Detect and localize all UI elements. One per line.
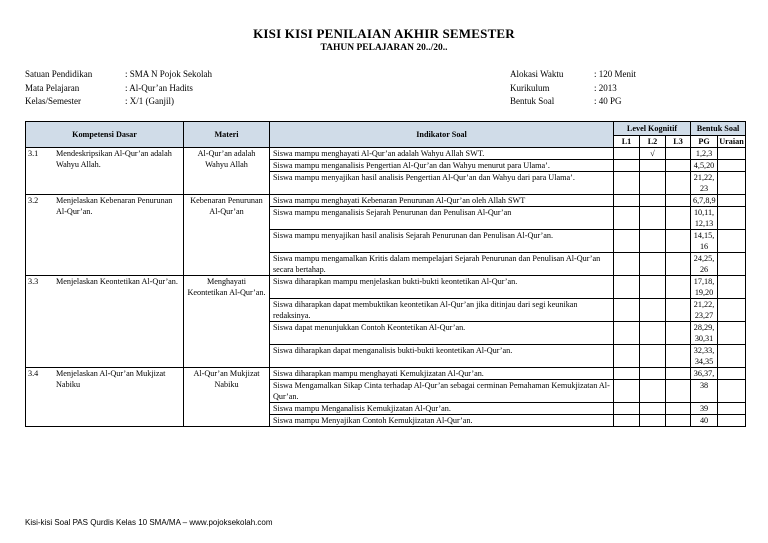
level-l3-cell [666,160,691,172]
level-l3-cell [666,276,691,299]
uraian-cell [718,160,746,172]
indikator-cell: Siswa diharapkan dapat menganalisis bukti-bukti keontetikan Al-Qur’an. [270,345,614,368]
level-l1-cell [614,368,640,380]
indikator-cell: Siswa diharapkan mampu menjelaskan bukti-bukti keontetikan Al-Qur’an. [270,276,614,299]
page-subtitle: TAHUN PELAJARAN 20../20.. [320,43,448,53]
kd-text: Menjelaskan Kebenaran Penurunan Al-Qur’an. [56,196,173,216]
level-l2-cell: √ [640,148,666,160]
level-l3-cell [666,195,691,207]
level-l3-cell [666,299,691,322]
indikator-cell: Siswa mampu mengamalkan Kritis dalam mempelajari Sejarah Penurunan dan Penulisan Al-Qur’an secara bertahap. [270,253,614,276]
header-materi: Materi [184,122,270,148]
materi-cell: Menghayati Keontetikan Al-Qur’an. [184,276,270,368]
meta-value: : X/1 (Ganjil) [125,96,174,106]
pg-cell: 32,33, 34,35 [691,345,718,368]
meta-row [25,95,212,109]
level-l2-cell [640,403,666,415]
header-indikator-soal: Indikator Soal [270,122,614,148]
header-l2: L2 [640,136,666,148]
level-l3-cell [666,207,691,230]
meta-row [510,68,636,82]
indikator-cell: Siswa mampu menghayati Al-Qur’an adalah Wahyu Allah SWT. [270,148,614,160]
level-l3-cell [666,230,691,253]
level-l3-cell [666,322,691,345]
pg-cell: 1,2,3 [691,148,718,160]
header-uraian: Uraian [719,137,744,146]
uraian-cell [718,230,746,253]
kd-text: Menjelaskan Keontetikan Al-Qur’an. [56,277,178,286]
pg-cell: 21,22, 23,27 [691,299,718,322]
meta-left [25,68,212,109]
level-l2-cell [640,253,666,276]
meta-key: Satuan Pendidikan [25,69,93,79]
level-l3-cell [666,380,691,403]
indikator-cell: Siswa diharapkan mampu menghayati Kemukjizatan Al-Qur’an. [270,368,614,380]
level-l1-cell [614,195,640,207]
level-l3-cell [666,148,691,160]
level-l2-cell [640,368,666,380]
table-row [26,148,746,160]
level-l3-cell [666,403,691,415]
indikator-cell: Siswa mampu menghayati Kebenaran Penurunan Al-Qur’an oleh Allah SWT [270,195,614,207]
level-l1-cell [614,253,640,276]
uraian-cell [718,299,746,322]
pg-cell: 40 [691,415,718,427]
kisi-table [25,121,746,427]
level-l1-cell [614,172,640,195]
level-l1-cell [614,322,640,345]
header-level-kognitif: Level Kognitif [614,122,691,136]
level-l3-cell [666,345,691,368]
meta-row [510,95,636,109]
meta-key: Bentuk Soal [510,96,555,106]
meta-row [510,82,636,96]
level-l1-cell [614,345,640,368]
level-l2-cell [640,380,666,403]
meta-row [25,82,212,96]
level-l2-cell [640,276,666,299]
uraian-cell [718,172,746,195]
meta-key: Alokasi Waktu [510,69,564,79]
kompetensi-dasar-cell [26,148,184,195]
page-title: KISI KISI PENILAIAN AKHIR SEMESTER [253,26,515,41]
level-l2-cell [640,230,666,253]
indikator-cell: Siswa diharapkan dapat membuktikan keontetikan Al-Qur’an jika ditinjau dari segi keunikan redaksinya. [270,299,614,322]
pg-cell: 24,25, 26 [691,253,718,276]
level-l1-cell [614,299,640,322]
kd-number: 3.1 [28,149,39,158]
level-l1-cell [614,148,640,160]
meta-key: Kelas/Semester [25,96,81,106]
uraian-cell [718,276,746,299]
uraian-cell [718,253,746,276]
meta-row [25,68,212,82]
level-l2-cell [640,207,666,230]
level-l3-cell [666,415,691,427]
uraian-cell [718,322,746,345]
level-l2-cell [640,299,666,322]
kompetensi-dasar-cell [26,368,184,427]
level-l2-cell [640,345,666,368]
table-body [26,148,746,427]
kd-number: 3.2 [28,196,39,205]
meta-value: : 120 Menit [594,69,636,79]
level-l3-cell [666,172,691,195]
header-l1: L1 [614,136,640,148]
kompetensi-dasar-cell [26,195,184,276]
table-row [26,276,746,299]
uraian-cell [718,195,746,207]
indikator-cell: Siswa mampu menyajikan hasil analisis Pengertian Al-Qur’an dan Wahyu dari para Ulama’. [270,172,614,195]
header-bentuk-soal: Bentuk Soal [691,122,746,136]
header-pg: PG [691,136,718,148]
kd-text: Menjelaskan Al-Qur’an Mukjizat Nabiku [56,369,166,389]
meta-key: Kurikulum [510,82,550,93]
indikator-cell: Siswa Mengamalkan Sikap Cinta terhadap Al-Qur’an sebagai cerminan Pemahaman Kemukjizatan Al-Qur’an. [270,380,614,403]
level-l2-cell [640,172,666,195]
pg-cell: 21,22, 23 [691,172,718,195]
indikator-cell: Siswa mampu menyajikan hasil analisis Sejarah Penurunan dan Penulisan Al-Qur’an. [270,230,614,253]
meta-value: : SMA N Pojok Sekolah [125,69,213,79]
level-l2-cell [640,160,666,172]
kd-number: 3.4 [28,369,39,378]
indikator-cell: Siswa mampu menganalisis Sejarah Penurunan dan Penulisan Al-Qur’an [270,207,614,230]
level-l2-cell [640,415,666,427]
meta-value: : Al-Qur’an Hadits [125,82,193,93]
uraian-cell [718,380,746,403]
pg-cell: 36,37, [691,368,718,380]
indikator-cell: Siswa mampu Menyajikan Contoh Kemukjizatan Al-Qur’an. [270,415,614,427]
table-row [26,195,746,207]
pg-cell: 4,5,20 [691,160,718,172]
meta-value: : 2013 [594,82,617,93]
pg-cell: 39 [691,403,718,415]
level-l1-cell [614,415,640,427]
uraian-cell [718,345,746,368]
level-l1-cell [614,207,640,230]
pg-cell: 14,15, 16 [691,230,718,253]
materi-cell: Kebenaran Penurunan Al-Qur’an [184,195,270,276]
header-l3: L3 [666,136,691,148]
level-l2-cell [640,195,666,207]
level-l1-cell [614,276,640,299]
level-l1-cell [614,160,640,172]
level-l3-cell [666,368,691,380]
uraian-cell [718,415,746,427]
uraian-cell [718,368,746,380]
uraian-cell [718,403,746,415]
meta-right [510,68,636,109]
level-l3-cell [666,253,691,276]
uraian-cell [718,207,746,230]
pg-cell: 6,7,8,9 [691,195,718,207]
kd-text: Mendeskripsikan Al-Qur’an adalah Wahyu Allah. [56,149,172,169]
header-kompetensi-dasar: Kompetensi Dasar [26,122,184,148]
pg-cell: 17,18, 19,20 [691,276,718,299]
pg-cell: 38 [691,380,718,403]
materi-cell: Al-Qur’an Mukjizat Nabiku [184,368,270,427]
kd-number: 3.3 [28,277,39,286]
indikator-cell: Siswa dapat menunjukkan Contoh Keontetikan Al-Qur’an. [270,322,614,345]
meta-value: : 40 PG [594,96,622,106]
pg-cell: 10,11, 12,13 [691,207,718,230]
meta-key: Mata Pelajaran [25,82,80,93]
level-l1-cell [614,380,640,403]
level-l2-cell [640,322,666,345]
table-row [26,368,746,380]
materi-cell: Al-Qur’an adalah Wahyu Allah [184,148,270,195]
pg-cell: 28,29, 30,31 [691,322,718,345]
indikator-cell: Siswa mampu Menganalisis Kemukjizatan Al-Qur’an. [270,403,614,415]
kompetensi-dasar-cell [26,276,184,368]
page-footer: Kisi-kisi Soal PAS Qurdis Kelas 10 SMA/MA – www.pojoksekolah.com [25,518,273,527]
level-l1-cell [614,403,640,415]
level-l1-cell [614,230,640,253]
indikator-cell: Siswa mampu menganalisis Pengertian Al-Qur’an dan Wahyu menurut para Ulama’. [270,160,614,172]
uraian-cell [718,148,746,160]
